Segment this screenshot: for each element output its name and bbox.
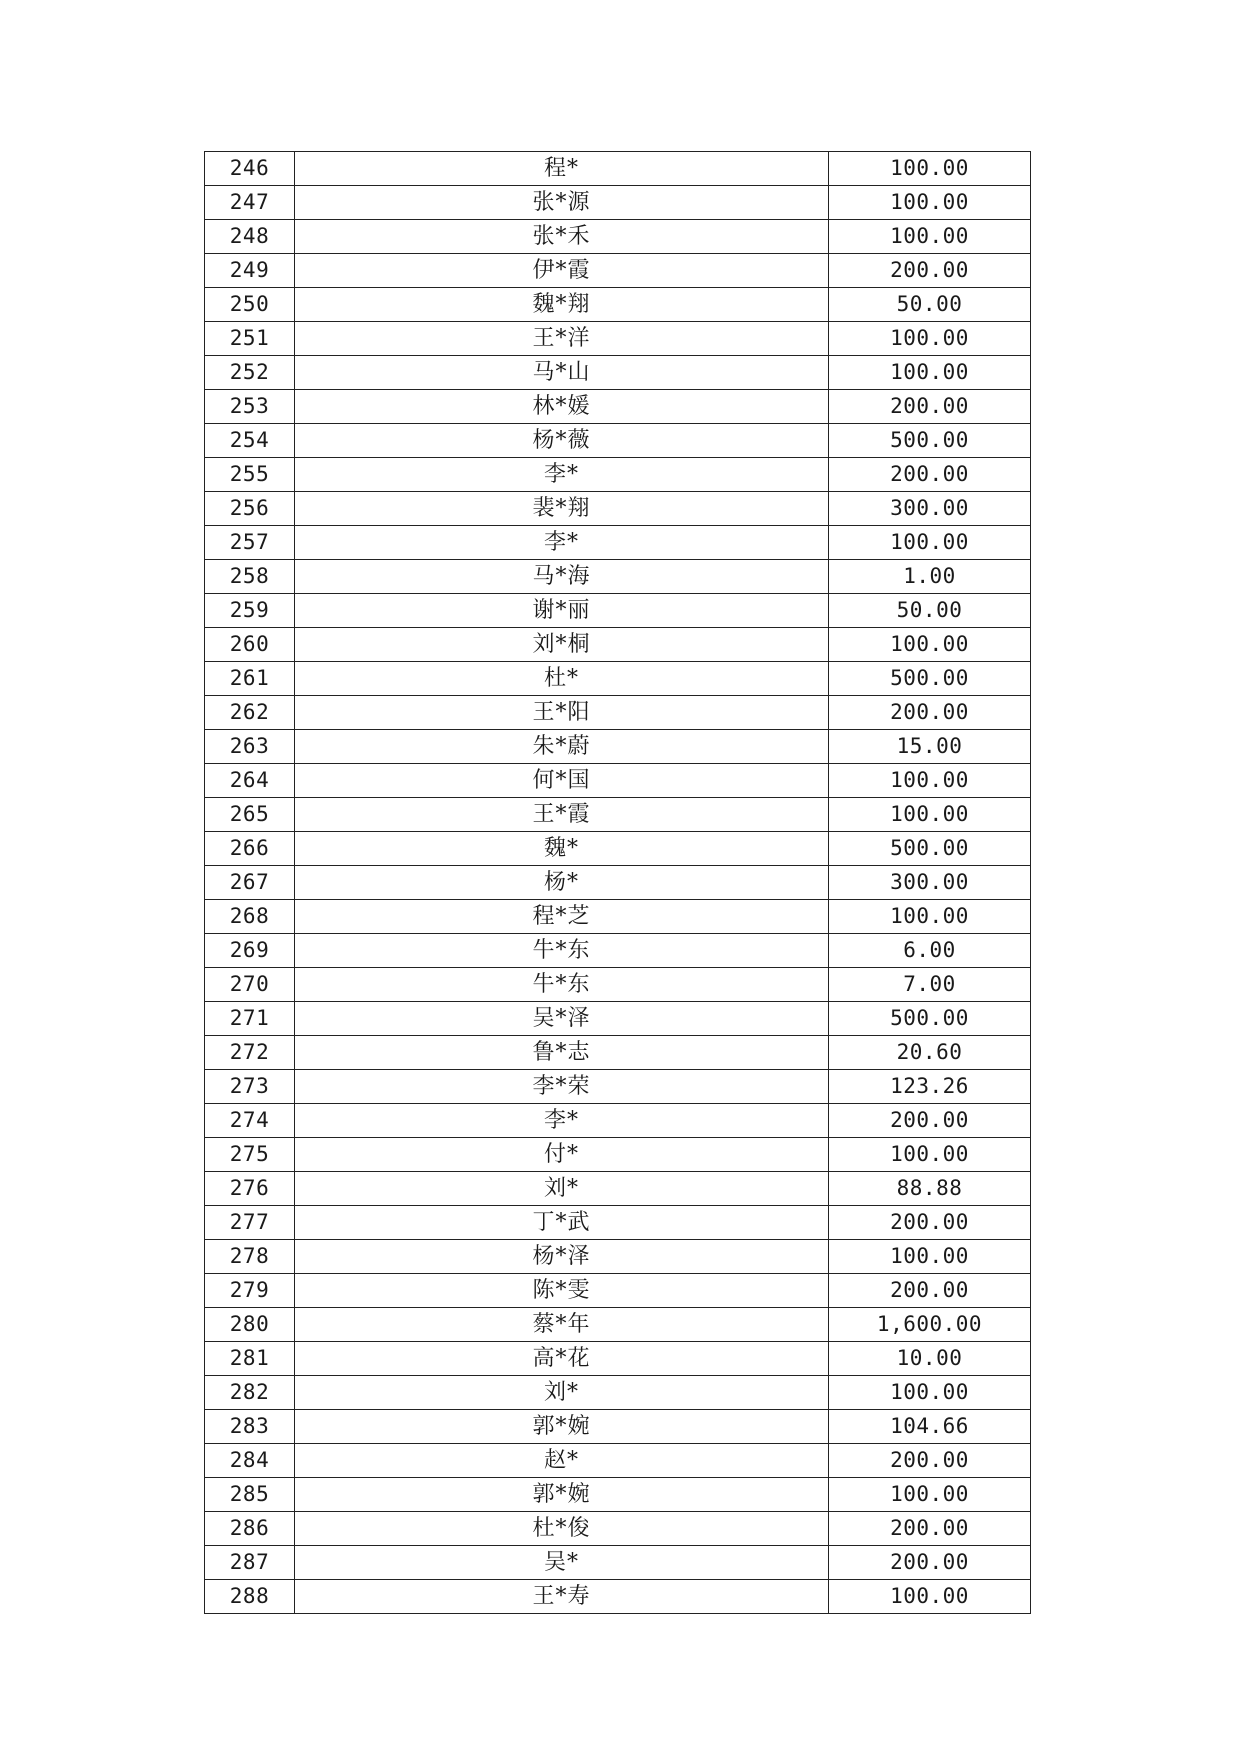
donor-name-cell: 杨*泽 [295,1240,829,1274]
row-index-cell: 250 [205,288,295,322]
amount-cell: 20.60 [829,1036,1031,1070]
row-index-cell: 261 [205,662,295,696]
row-index-cell: 274 [205,1104,295,1138]
amount-cell: 200.00 [829,1512,1031,1546]
table-row [205,560,1031,594]
amount-cell: 100.00 [829,1240,1031,1274]
row-index-cell: 287 [205,1546,295,1580]
donor-name-cell: 伊*霞 [295,254,829,288]
amount-cell: 300.00 [829,866,1031,900]
table-row [205,832,1031,866]
amount-cell: 100.00 [829,526,1031,560]
donor-name-cell: 张*源 [295,186,829,220]
amount-cell: 1.00 [829,560,1031,594]
donor-name-cell: 王*寿 [295,1580,829,1614]
row-index-cell: 258 [205,560,295,594]
donor-name-cell: 程*芝 [295,900,829,934]
amount-cell: 100.00 [829,628,1031,662]
donor-name-cell: 杜*俊 [295,1512,829,1546]
donor-name-cell: 程* [295,152,829,186]
amount-cell: 1,600.00 [829,1308,1031,1342]
row-index-cell: 267 [205,866,295,900]
table-row [205,628,1031,662]
row-index-cell: 251 [205,322,295,356]
donor-name-cell: 刘* [295,1376,829,1410]
amount-cell: 10.00 [829,1342,1031,1376]
row-index-cell: 271 [205,1002,295,1036]
row-index-cell: 268 [205,900,295,934]
row-index-cell: 276 [205,1172,295,1206]
table-row [205,798,1031,832]
table-row [205,1274,1031,1308]
donor-name-cell: 杜* [295,662,829,696]
row-index-cell: 253 [205,390,295,424]
amount-cell: 200.00 [829,1444,1031,1478]
table-row [205,356,1031,390]
table-row [205,1036,1031,1070]
donor-name-cell: 马*海 [295,560,829,594]
row-index-cell: 246 [205,152,295,186]
row-index-cell: 264 [205,764,295,798]
table-row [205,1240,1031,1274]
donor-name-cell: 蔡*年 [295,1308,829,1342]
amount-cell: 200.00 [829,696,1031,730]
row-index-cell: 278 [205,1240,295,1274]
donor-name-cell: 林*媛 [295,390,829,424]
table-row [205,288,1031,322]
row-index-cell: 263 [205,730,295,764]
table-row [205,696,1031,730]
donor-name-cell: 牛*东 [295,968,829,1002]
table-row [205,424,1031,458]
table-row [205,322,1031,356]
table-row [205,1172,1031,1206]
donor-name-cell: 李* [295,526,829,560]
table-row [205,186,1031,220]
donor-name-cell: 杨*薇 [295,424,829,458]
amount-cell: 100.00 [829,764,1031,798]
amount-cell: 500.00 [829,832,1031,866]
table-row [205,152,1031,186]
amount-cell: 100.00 [829,1580,1031,1614]
row-index-cell: 265 [205,798,295,832]
table-row [205,1104,1031,1138]
row-index-cell: 259 [205,594,295,628]
donor-name-cell: 魏*翔 [295,288,829,322]
donor-name-cell: 郭*婉 [295,1410,829,1444]
table-row [205,1138,1031,1172]
amount-cell: 200.00 [829,1546,1031,1580]
row-index-cell: 262 [205,696,295,730]
amount-cell: 100.00 [829,322,1031,356]
row-index-cell: 284 [205,1444,295,1478]
amount-cell: 500.00 [829,1002,1031,1036]
amount-cell: 200.00 [829,390,1031,424]
amount-cell: 100.00 [829,1478,1031,1512]
row-index-cell: 270 [205,968,295,1002]
amount-cell: 500.00 [829,662,1031,696]
donor-name-cell: 李*荣 [295,1070,829,1104]
amount-cell: 123.26 [829,1070,1031,1104]
table-row [205,526,1031,560]
table-row [205,254,1031,288]
table-row [205,458,1031,492]
amount-cell: 100.00 [829,1138,1031,1172]
amount-cell: 100.00 [829,220,1031,254]
donor-name-cell: 高*花 [295,1342,829,1376]
amount-cell: 200.00 [829,458,1031,492]
table-row [205,900,1031,934]
row-index-cell: 256 [205,492,295,526]
amount-cell: 100.00 [829,1376,1031,1410]
amount-cell: 100.00 [829,186,1031,220]
donor-name-cell: 王*洋 [295,322,829,356]
amount-cell: 200.00 [829,1104,1031,1138]
table-row [205,1580,1031,1614]
table-row [205,1342,1031,1376]
donor-name-cell: 付* [295,1138,829,1172]
row-index-cell: 279 [205,1274,295,1308]
donor-name-cell: 裴*翔 [295,492,829,526]
row-index-cell: 272 [205,1036,295,1070]
row-index-cell: 269 [205,934,295,968]
row-index-cell: 288 [205,1580,295,1614]
row-index-cell: 247 [205,186,295,220]
donation-table-body [205,152,1031,1614]
amount-cell: 300.00 [829,492,1031,526]
table-row [205,1002,1031,1036]
amount-cell: 100.00 [829,900,1031,934]
donation-table [204,151,1031,1614]
amount-cell: 50.00 [829,288,1031,322]
row-index-cell: 285 [205,1478,295,1512]
donor-name-cell: 朱*蔚 [295,730,829,764]
row-index-cell: 252 [205,356,295,390]
table-row [205,1206,1031,1240]
donor-name-cell: 魏* [295,832,829,866]
table-row [205,492,1031,526]
donor-name-cell: 刘* [295,1172,829,1206]
row-index-cell: 283 [205,1410,295,1444]
donor-name-cell: 牛*东 [295,934,829,968]
table-row [205,866,1031,900]
amount-cell: 88.88 [829,1172,1031,1206]
row-index-cell: 281 [205,1342,295,1376]
row-index-cell: 255 [205,458,295,492]
table-row [205,934,1031,968]
row-index-cell: 286 [205,1512,295,1546]
amount-cell: 7.00 [829,968,1031,1002]
amount-cell: 100.00 [829,152,1031,186]
donor-name-cell: 郭*婉 [295,1478,829,1512]
table-row [205,662,1031,696]
amount-cell: 100.00 [829,798,1031,832]
table-row [205,390,1031,424]
amount-cell: 200.00 [829,1206,1031,1240]
row-index-cell: 277 [205,1206,295,1240]
table-row [205,1546,1031,1580]
row-index-cell: 280 [205,1308,295,1342]
donor-name-cell: 王*阳 [295,696,829,730]
donor-name-cell: 谢*丽 [295,594,829,628]
donor-name-cell: 吴*泽 [295,1002,829,1036]
donor-name-cell: 李* [295,1104,829,1138]
table-row [205,968,1031,1002]
row-index-cell: 248 [205,220,295,254]
donor-name-cell: 李* [295,458,829,492]
row-index-cell: 273 [205,1070,295,1104]
table-row [205,1410,1031,1444]
donor-name-cell: 何*国 [295,764,829,798]
donor-name-cell: 马*山 [295,356,829,390]
donor-name-cell: 陈*雯 [295,1274,829,1308]
table-row [205,594,1031,628]
amount-cell: 500.00 [829,424,1031,458]
table-row [205,1070,1031,1104]
donor-name-cell: 张*禾 [295,220,829,254]
row-index-cell: 257 [205,526,295,560]
table-row [205,1308,1031,1342]
row-index-cell: 275 [205,1138,295,1172]
amount-cell: 15.00 [829,730,1031,764]
table-row [205,220,1031,254]
row-index-cell: 249 [205,254,295,288]
table-row [205,730,1031,764]
row-index-cell: 260 [205,628,295,662]
amount-cell: 200.00 [829,1274,1031,1308]
amount-cell: 6.00 [829,934,1031,968]
donor-name-cell: 王*霞 [295,798,829,832]
donor-name-cell: 杨* [295,866,829,900]
row-index-cell: 254 [205,424,295,458]
table-row [205,764,1031,798]
donor-name-cell: 赵* [295,1444,829,1478]
table-row [205,1512,1031,1546]
table-row [205,1376,1031,1410]
table-row [205,1478,1031,1512]
amount-cell: 50.00 [829,594,1031,628]
donor-name-cell: 刘*桐 [295,628,829,662]
donor-name-cell: 吴* [295,1546,829,1580]
donor-name-cell: 鲁*志 [295,1036,829,1070]
donor-name-cell: 丁*武 [295,1206,829,1240]
row-index-cell: 266 [205,832,295,866]
amount-cell: 100.00 [829,356,1031,390]
table-row [205,1444,1031,1478]
amount-cell: 200.00 [829,254,1031,288]
row-index-cell: 282 [205,1376,295,1410]
amount-cell: 104.66 [829,1410,1031,1444]
